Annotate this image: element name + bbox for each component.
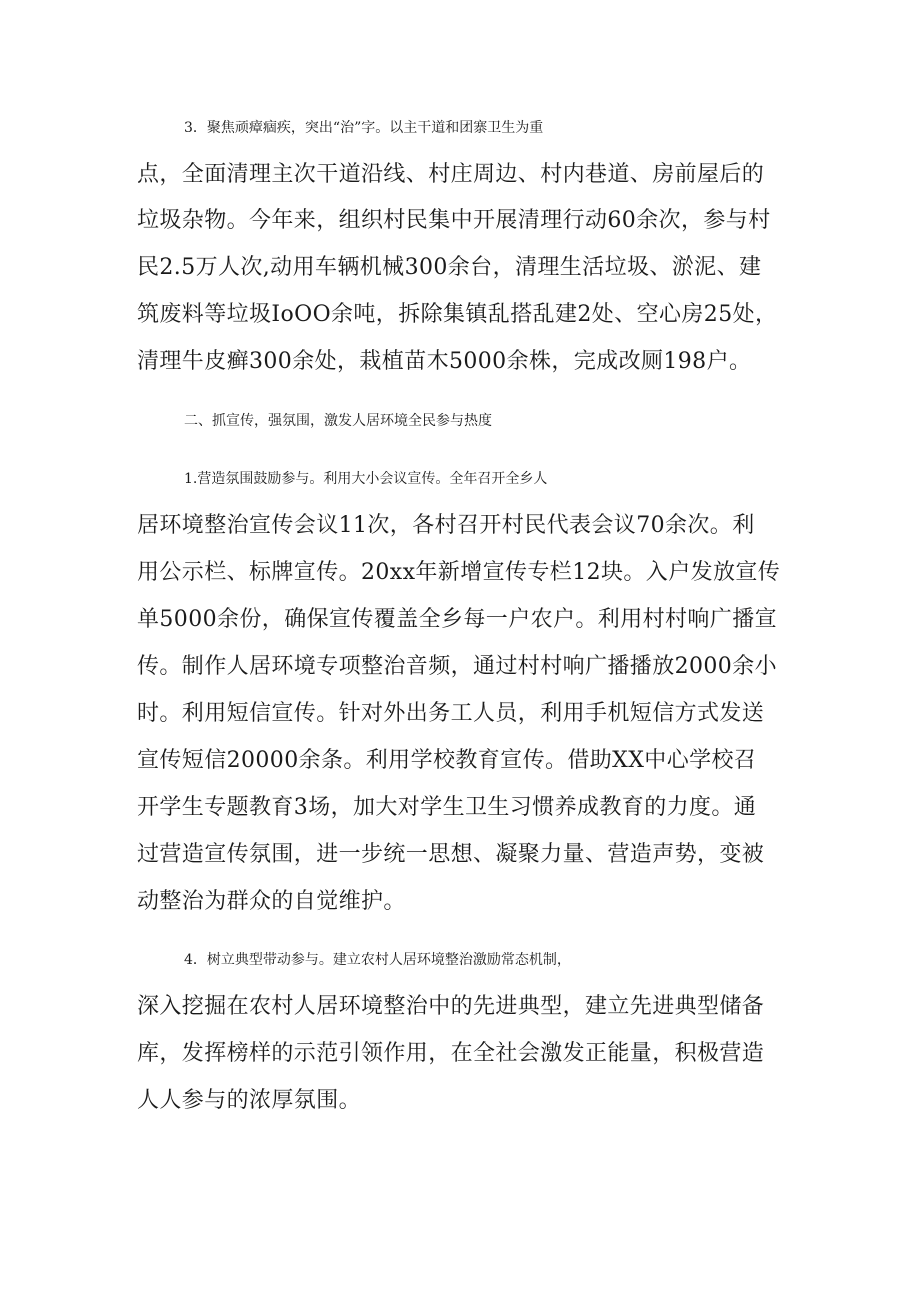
paragraph-1-line-5: 筑废料等垃圾IoOO余吨，拆除集镇乱搭乱建2处、空心房25处， xyxy=(137,302,778,327)
paragraph-3-line-2: 居环境整治宣传会议11次，各村召开村民代表会议70余次。利 xyxy=(137,513,755,538)
paragraph-4-line-1: 4．树立典型带动参与。建立农村人居环境整治激励常态机制， xyxy=(184,952,571,968)
paragraph-4-line-3: 库，发挥榜样的示范引领作用，在全社会激发正能量，积极营造 xyxy=(137,1041,765,1066)
paragraph-4-line-4: 人人参与的浓厚氛围。 xyxy=(137,1088,362,1113)
paragraph-3-line-4: 单5000余份，确保宣传覆盖全乡每一户农户。利用村村响广播宣 xyxy=(137,607,777,632)
paragraph-1-line-6: 清理牛皮癣300余处，栽植苗木5000余株，完成改厕198户。 xyxy=(137,349,752,374)
paragraph-3-line-5: 传。制作人居环境专项整治音频，通过村村响广播播放2000余小 xyxy=(137,654,777,679)
paragraph-3-line-1: 1.营造氛围鼓励参与。利用大小会议宣传。全年召开全乡人 xyxy=(184,471,548,487)
paragraph-3-line-10: 动整治为群众的自觉维护。 xyxy=(137,889,406,914)
paragraph-4-line-2: 深入挖掘在农村人居环境整治中的先进典型，建立先进典型储备 xyxy=(137,994,765,1019)
paragraph-3-line-8: 开学生专题教育3场，加大对学生卫生习惯养成教育的力度。通 xyxy=(137,795,757,820)
paragraph-3-line-7: 宣传短信20000余条。利用学校教育宣传。借助XX中心学校召 xyxy=(137,748,757,773)
paragraph-1-line-4: 民2.5万人次,动用车辆机械300余台，清理生活垃圾、淤泥、建 xyxy=(137,255,762,280)
paragraph-3-line-3: 用公示栏、标牌宣传。20xx年新增宣传专栏12块。入户发放宣传 xyxy=(137,560,781,585)
paragraph-3-line-6: 时。利用短信宣传。针对外出务工人员，利用手机短信方式发送 xyxy=(137,701,765,726)
paragraph-3-line-9: 过营造宣传氛围，进一步统一思想、凝聚力量、营造声势，变被 xyxy=(137,842,765,867)
paragraph-1-line-3: 垃圾杂物。今年来，组织村民集中开展清理行动60余次，参与村 xyxy=(137,208,771,233)
paragraph-1-line-1: 3．聚焦顽瘴痼疾，突出“治”字。以主干道和团寨卫生为重 xyxy=(184,120,544,136)
paragraph-1-line-2: 点，全面清理主次干道沿线、村庄周边、村内巷道、房前屋后的 xyxy=(137,162,765,187)
section-heading: 二、抓宣传，强氛围，激发人居环境全民参与热度 xyxy=(184,413,492,429)
